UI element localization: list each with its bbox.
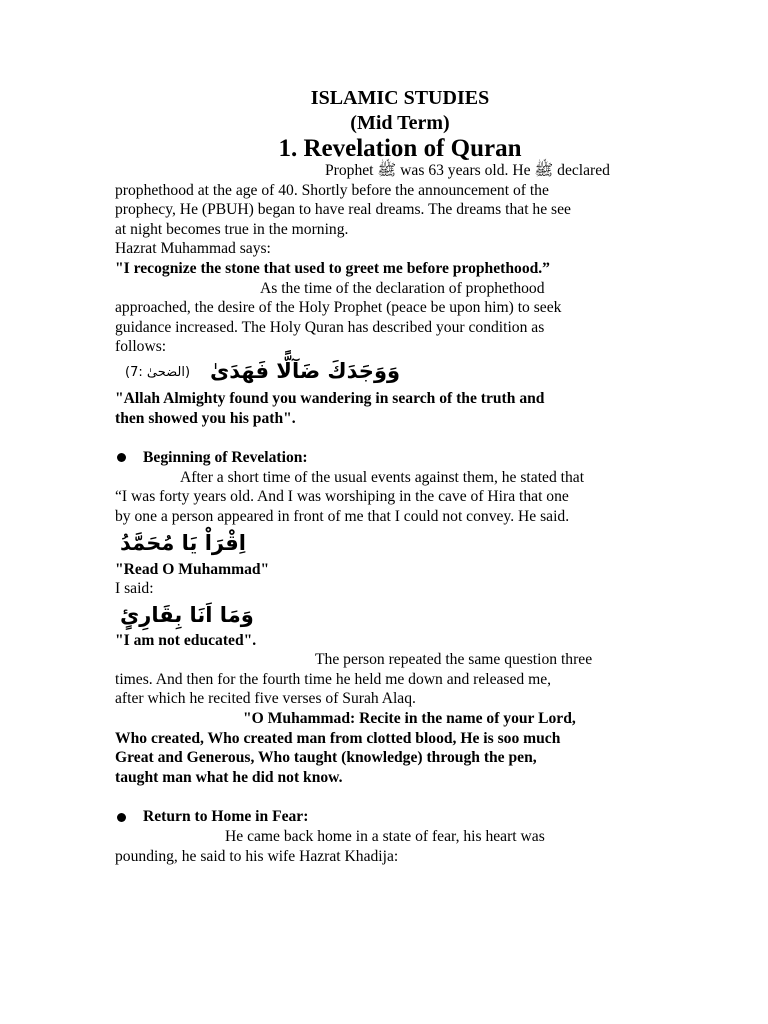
- quote: "I am not educated".: [115, 631, 257, 649]
- paragraph-line: I said:: [115, 580, 154, 598]
- paragraph-line: after which he recited five verses of Surah Alaq.: [115, 690, 416, 708]
- paragraph-line: Prophet ﷺ was 63 years old. He ﷺ declared: [325, 162, 610, 179]
- paragraph-line: As the time of the declaration of prophethood: [260, 279, 545, 297]
- paragraph-line: by one a person appeared in front of me that I could not convey. He said.: [115, 507, 570, 525]
- verse-reference: (الضحیٰ :7): [125, 364, 191, 380]
- quote: "Read O Muhammad": [115, 560, 270, 578]
- arabic-verse: اِقْرَاْ يَا مُحَمَّدُ: [120, 530, 246, 555]
- arabic-verse: وَوَجَدَكَ ضَآلًّا فَهَدَىٰ: [210, 358, 401, 383]
- quote: "I recognize the stone that used to greet me before prophethood.”: [115, 259, 550, 277]
- paragraph-line: at night becomes true in the morning.: [115, 220, 349, 238]
- quote: Who created, Who created man from clotted blood, He is soo much: [115, 729, 561, 747]
- paragraph-line: follows:: [115, 338, 167, 356]
- paragraph-line: approached, the desire of the Holy Prophet (peace be upon him) to seek: [115, 299, 562, 317]
- paragraph-line: prophecy, He (PBUH) began to have real dreams. The dreams that he see: [115, 201, 571, 219]
- arabic-verse: وَمَا اَنَا بِقَارِئٍ: [120, 602, 254, 627]
- document-title: ISLAMIC STUDIES: [310, 87, 490, 109]
- quote: Great and Generous, Who taught (knowledge) through the pen,: [115, 749, 537, 767]
- paragraph-line: After a short time of the usual events against them, he stated that: [180, 468, 585, 486]
- paragraph-line: pounding, he said to his wife Hazrat Khadija:: [115, 847, 399, 865]
- document-page: [115, 88, 655, 866]
- paragraph-line: Hazrat Muhammad says:: [115, 240, 271, 258]
- section-heading: Beginning of Revelation:: [115, 448, 655, 468]
- quote: taught man what he did not know.: [115, 768, 343, 786]
- arabic-verse-row: [115, 599, 655, 631]
- document-subtitle: (Mid Term): [350, 112, 450, 134]
- paragraph-line: guidance increased. The Holy Quran has described your condition as: [115, 318, 545, 336]
- quote: "O Muhammad: Recite in the name of your Lord,: [243, 710, 576, 728]
- arabic-verse-row: [115, 527, 655, 560]
- paragraph-line: times. And then for the fourth time he held me down and released me,: [115, 670, 552, 688]
- paragraph-line: prophethood at the age of 40. Shortly before the announcement of the: [115, 181, 549, 199]
- bullet-icon: [117, 813, 126, 822]
- paragraph-line: The person repeated the same question three: [315, 651, 593, 669]
- quote: "Allah Almighty found you wandering in search of the truth and: [115, 389, 545, 407]
- bullet-icon: [117, 453, 126, 462]
- arabic-verse-row: [115, 357, 655, 389]
- section-heading: Return to Home in Fear:: [115, 807, 655, 827]
- chapter-heading: 1. Revelation of Quran: [278, 135, 522, 162]
- quote: then showed you his path".: [115, 409, 296, 427]
- paragraph-line: He came back home in a state of fear, his heart was: [225, 828, 545, 846]
- paragraph-line: “I was forty years old. And I was worshiping in the cave of Hira that one: [115, 488, 569, 506]
